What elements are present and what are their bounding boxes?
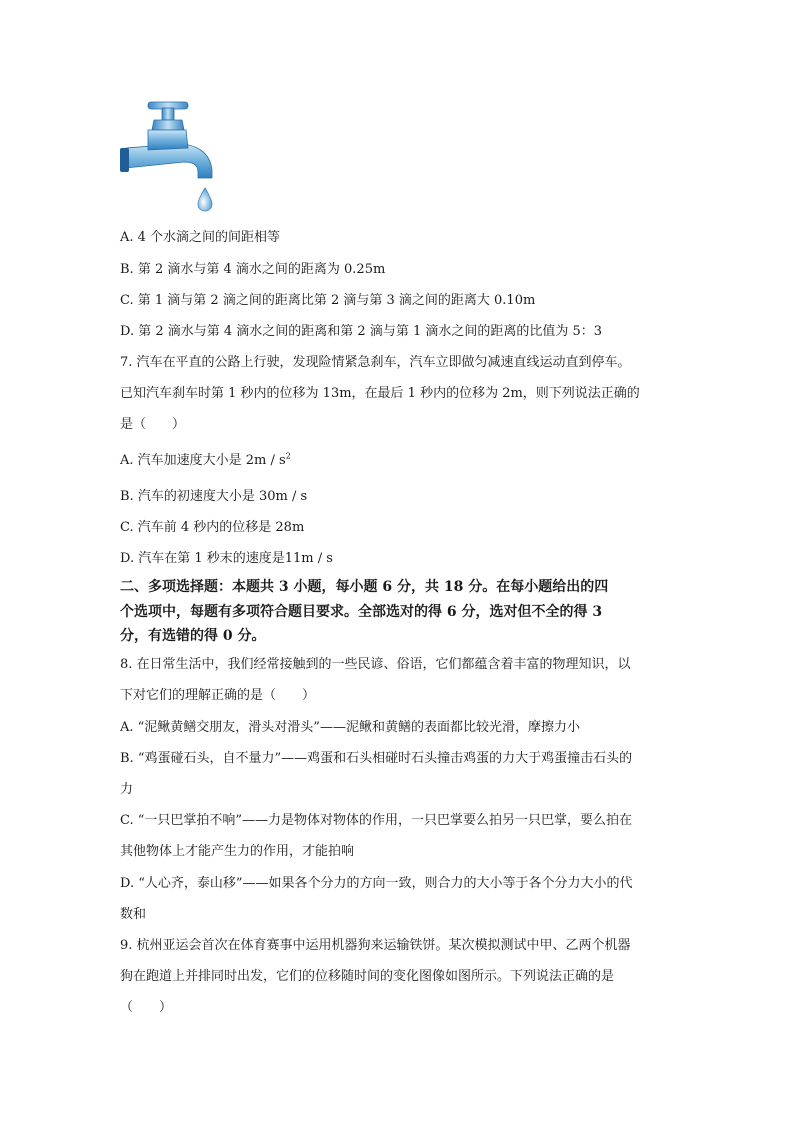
- q8-stem-line-2: 下对它们的理解正确的是（ ）: [120, 688, 316, 703]
- q7-stem-line-1: 7. 汽车在平直的公路上行驶，发现险情紧急刹车，汽车立即做匀减速直线运动直到停车。: [120, 355, 631, 370]
- q8-option-c-line-1: C. “一只巴掌拍不响”——力是物体对物体的作用，一只巴掌要么拍另一只巴掌，要么拍在: [120, 813, 633, 828]
- q8-option-b-line-2: 力: [120, 782, 134, 797]
- q7-option-a-exponent: 2: [285, 451, 291, 461]
- q9-stem-line-1: 9. 杭州亚运会首次在体育赛事中运用机器狗来运输铁饼。某次模拟测试中甲、乙两个机器: [120, 938, 631, 953]
- q9-stem-line-3: （ ）: [120, 1000, 173, 1015]
- q6-option-b: B. 第 2 滴水与第 4 滴水之间的距离为 0.25m: [120, 262, 386, 277]
- q7-stem-line-2: 已知汽车刹车时第 1 秒内的位移为 13m，在最后 1 秒内的位移为 2m，则下列说法正确的: [120, 386, 640, 401]
- q9-stem-line-2: 狗在跑道上并排同时出发，它们的位移随时间的变化图像如图所示。下列说法正确的是: [120, 969, 615, 984]
- q6-option-a: A. 4 个水滴之间的间距相等: [120, 230, 281, 245]
- q7-option-a-text: A. 汽车加速度大小是 2m / s: [120, 453, 286, 468]
- q7-option-c: C. 汽车前 4 秒内的位移是 28m: [120, 520, 305, 535]
- q6-option-c: C. 第 1 滴与第 2 滴之间的距离比第 2 滴与第 3 滴之间的距离大 0.10m: [120, 293, 536, 308]
- q6-option-d: D. 第 2 滴水与第 4 滴水之间的距离和第 2 滴与第 1 滴水之间的距离的比值为 5：3: [120, 324, 603, 339]
- q7-option-b: B. 汽车的初速度大小是 30m / s: [120, 489, 308, 504]
- q7-stem-line-3: 是（ ）: [120, 417, 186, 432]
- q8-option-b-line-1: B. “鸡蛋碰石头，自不量力”——鸡蛋和石头相碰时石头撞击鸡蛋的力大于鸡蛋撞击石头的: [120, 751, 633, 766]
- q8-option-c-line-2: 其他物体上才能产生力的作用，才能拍响: [120, 844, 355, 859]
- q8-option-a: A. “泥鳅黄鳝交朋友，滑头对滑头”——泥鳅和黄鳝的表面都比较光滑，摩擦力小: [120, 720, 580, 735]
- q8-option-d-line-2: 数和: [120, 907, 147, 922]
- section2-heading-line-2: 个选项中，每题有多项符合题目要求。全部选对的得 6 分，选对但不全的得 3: [120, 604, 603, 620]
- water-faucet-icon: [118, 98, 222, 214]
- q7-option-d: D. 汽车在第 1 秒末的速度是11m / s: [120, 551, 333, 566]
- section2-heading-line-1: 二、多项选择题：本题共 3 小题，每小题 6 分，共 18 分。在每小题给出的四: [120, 579, 609, 595]
- q7-option-a: [120, 452, 291, 470]
- q8-stem-line-1: 8. 在日常生活中，我们经常接触到的一些民谚、俗语，它们都蕴含着丰富的物理知识，以: [120, 657, 631, 672]
- q8-option-d-line-1: D. “人心齐，泰山移”——如果各个分力的方向一致，则合力的大小等于各个分力大小的代: [120, 876, 633, 891]
- section2-heading-line-3: 分，有选错的得 0 分。: [120, 628, 266, 644]
